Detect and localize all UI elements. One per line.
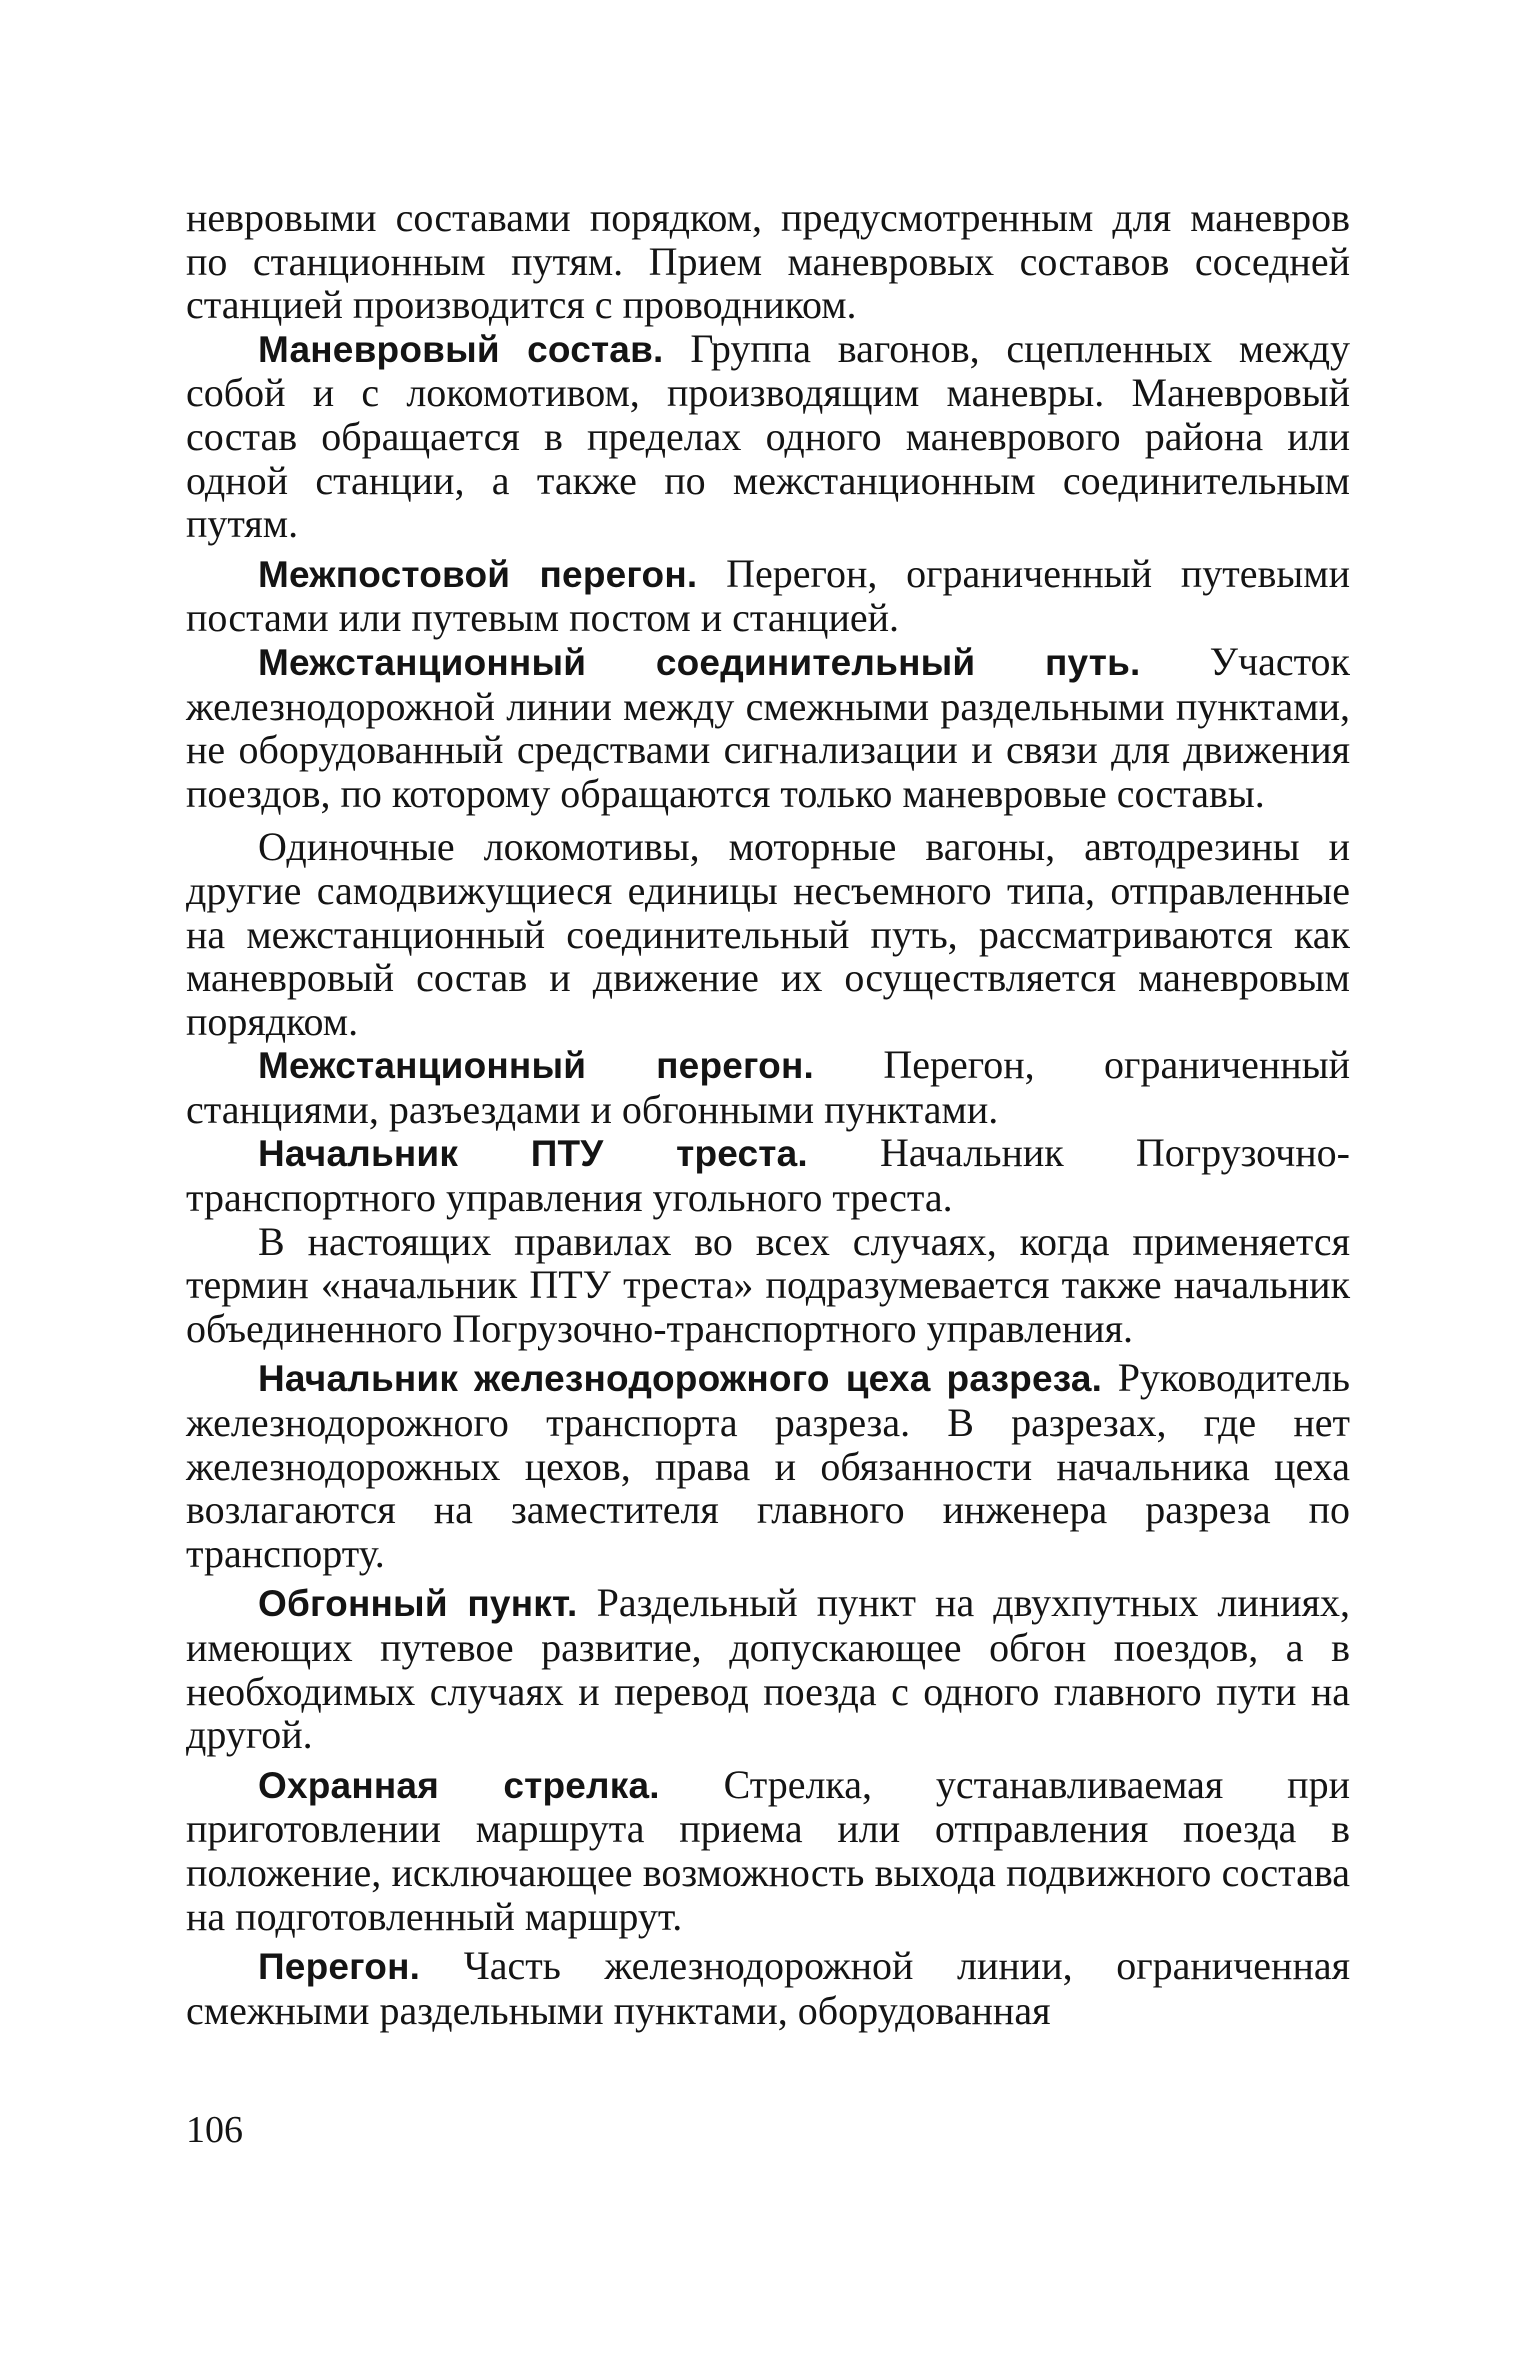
definition-text: Часть железнодорожной линии, ограниченная смежными раздельными пунктами, оборудованная [186,1943,1350,2033]
page-text [186,196,1350,2032]
definition-term: Межстанционный перегон. [258,1045,814,1087]
definition-text: Перегон, ограниченный путевыми постами или путевым постом и станцией. [186,550,1350,641]
definition-peregon [186,1944,1350,2032]
paragraph-odinochnye-lokomotivy [186,825,1350,1043]
paragraph-v-nastoyashchikh-pravilakh [186,1220,1350,1351]
definition-mezhstantsionnyi-peregon [186,1043,1350,1131]
paragraph-text: Одиночные локомотивы, моторные вагоны, автодрезины и другие самодвижущиеся единицы несъемного типа, отправленные на межстанционный соединительный путь, рассматриваются как маневровый состав и движение их осуществляется маневровым порядком. [186,824,1350,1044]
definition-term: Маневровый состав. [258,328,664,370]
definition-text: Перегон, ограниченный станциями, разъездами и обгонными пунктами. [186,1042,1350,1132]
definition-term: Охранная стрелка. [258,1764,660,1806]
paragraph-text: В настоящих правилах во всех случаях, когда применяется термин «начальник ПТУ треста» подразумевается также начальник объединенного Погрузочно-транспортного управления. [186,1218,1350,1351]
paragraph-continuation [186,196,1350,327]
definition-obgonnyi-punkt [186,1581,1350,1756]
definition-nachalnik-zhd-tsekha-razreza [186,1356,1350,1575]
definition-text: Начальник Погрузочно-транспортного управления угольного треста. [186,1130,1350,1221]
definition-text: Стрелка, устанавливаемая при приготовлении маршрута приема или отправления поезда в положение, исключающее возможность выхода подвижного состава на подготовленный маршрут. [186,1761,1350,1939]
definition-term: Начальник железнодорожного цеха разреза. [258,1358,1103,1400]
definition-manevrovyi-sostav [186,327,1350,546]
definition-term: Перегон. [258,1946,421,1988]
definition-text: Руководитель железнодорожного транспорта разреза. В разрезах, где нет железнодорожных цехов, права и обязанности начальника цеха возлагаются на заместителя главного инженера разреза по транспорту. [186,1355,1350,1576]
definition-okhrannaya-strelka [186,1763,1350,1938]
definition-term: Межстанционный соединительный путь. [258,641,1141,683]
paragraph-text: невровыми составами порядком, предусмотренным для маневров по станционным путям. Прием маневровых составов соседней станцией производится с проводником. [186,195,1350,328]
definition-term: Начальник ПТУ треста. [258,1133,808,1175]
definition-nachalnik-ptu-tresta [186,1131,1350,1219]
definition-term: Обгонный пункт. [258,1583,578,1625]
definition-term: Межпостовой перегон. [258,553,698,595]
page-number: 106 [186,2109,243,2151]
definition-mezhpostovoi-peregon [186,552,1350,640]
definition-text: Участок железнодорожной линии между смежными раздельными пунктами, не оборудованный средствами сигнализации и связи для движения поездов, по которому обращаются только маневровые составы. [186,638,1350,816]
definition-mezhstantsionnyi-soedinitelnyi-put [186,640,1350,815]
definition-text: Группа вагонов, сцепленных между собой и с локомотивом, производящим маневры. Маневровый состав обращается в пределах одного маневрового района или одной станции, а также по межстанционным соединительным путям. [186,325,1350,547]
definition-text: Раздельный пункт на двухпутных линиях, имеющих путевое развитие, допускающее обгон поездов, а в необходимых случаях и перевод поезда с одного главного пути на другой. [186,1580,1350,1758]
